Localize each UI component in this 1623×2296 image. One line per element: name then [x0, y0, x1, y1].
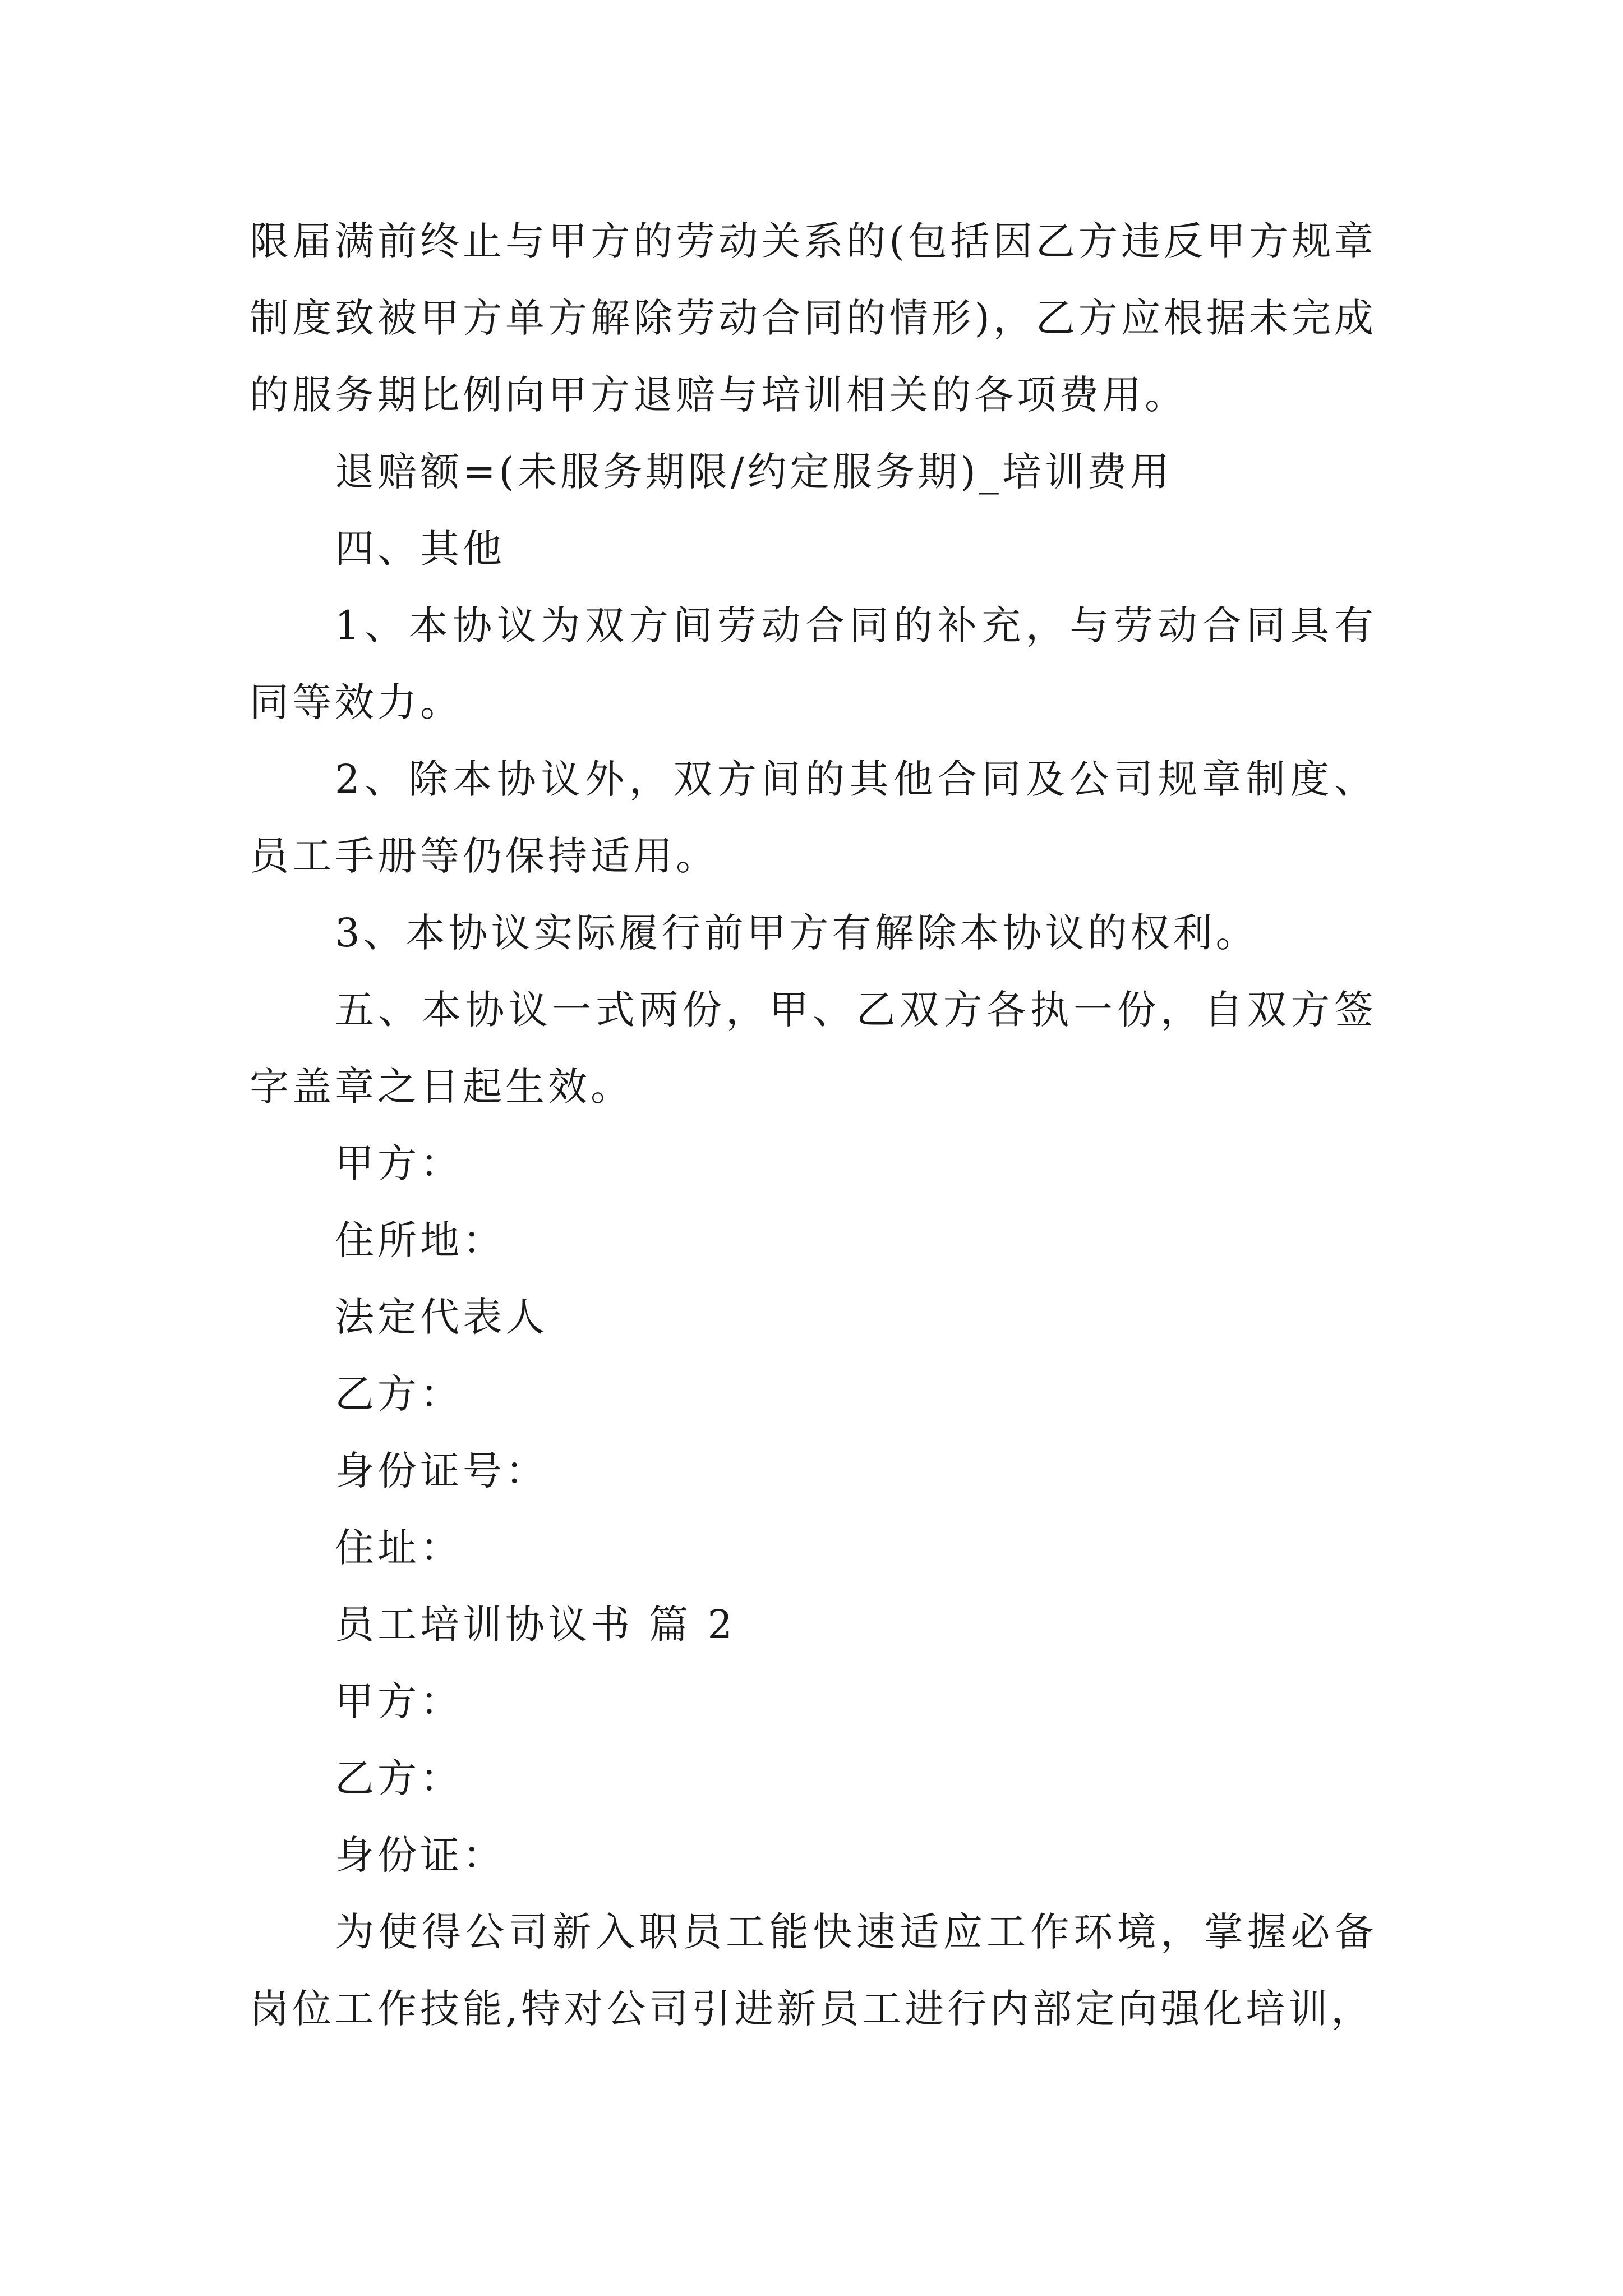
signature-party-b: 乙方： [335, 1371, 463, 1417]
party-a-line: 甲方： [335, 1678, 463, 1724]
signature-legal-rep: 法定代表人 [335, 1294, 548, 1340]
document-body [250, 203, 1377, 2047]
signature-residence: 住址： [335, 1525, 463, 1571]
signature-address: 住所地： [335, 1217, 505, 1263]
signature-party-a: 甲方： [335, 1140, 463, 1186]
paragraph-section-5: 五、本协议一式两份，甲、乙双方各执一份，自双方签字盖章之日起生效。 [250, 987, 1377, 1110]
id-card-line: 身份证： [335, 1832, 505, 1878]
party-b-line: 乙方： [335, 1755, 463, 1801]
section-heading-other: 四、其他 [335, 526, 505, 572]
paragraph-item-2: 2、除本协议外，双方间的其他合同及公司规章制度、员工手册等仍保持适用。 [250, 756, 1377, 879]
paragraph-item-1: 1、本协议为双方间劳动合同的补充，与劳动合同具有同等效力。 [250, 602, 1377, 725]
document-title-part-2: 员工培训协议书 篇 2 [335, 1602, 736, 1648]
paragraph-refund-formula: 退赔额=(未服务期限/约定服务期)_培训费用 [335, 449, 1173, 495]
paragraph-refund-clause: 限届满前终止与甲方的劳动关系的(包括因乙方违反甲方规章制度致被甲方单方解除劳动合同的情形)，乙方应根据未完成的服务期比例向甲方退赔与培训相关的各项费用。 [250, 218, 1377, 418]
signature-id-number: 身份证号： [335, 1448, 548, 1494]
paragraph-intro: 为使得公司新入职员工能快速适应工作环境，掌握必备岗位工作技能,特对公司引进新员工进行内部定向强化培训， [250, 1909, 1377, 2032]
paragraph-item-3: 3、本协议实际履行前甲方有解除本协议的权利。 [335, 910, 1258, 956]
